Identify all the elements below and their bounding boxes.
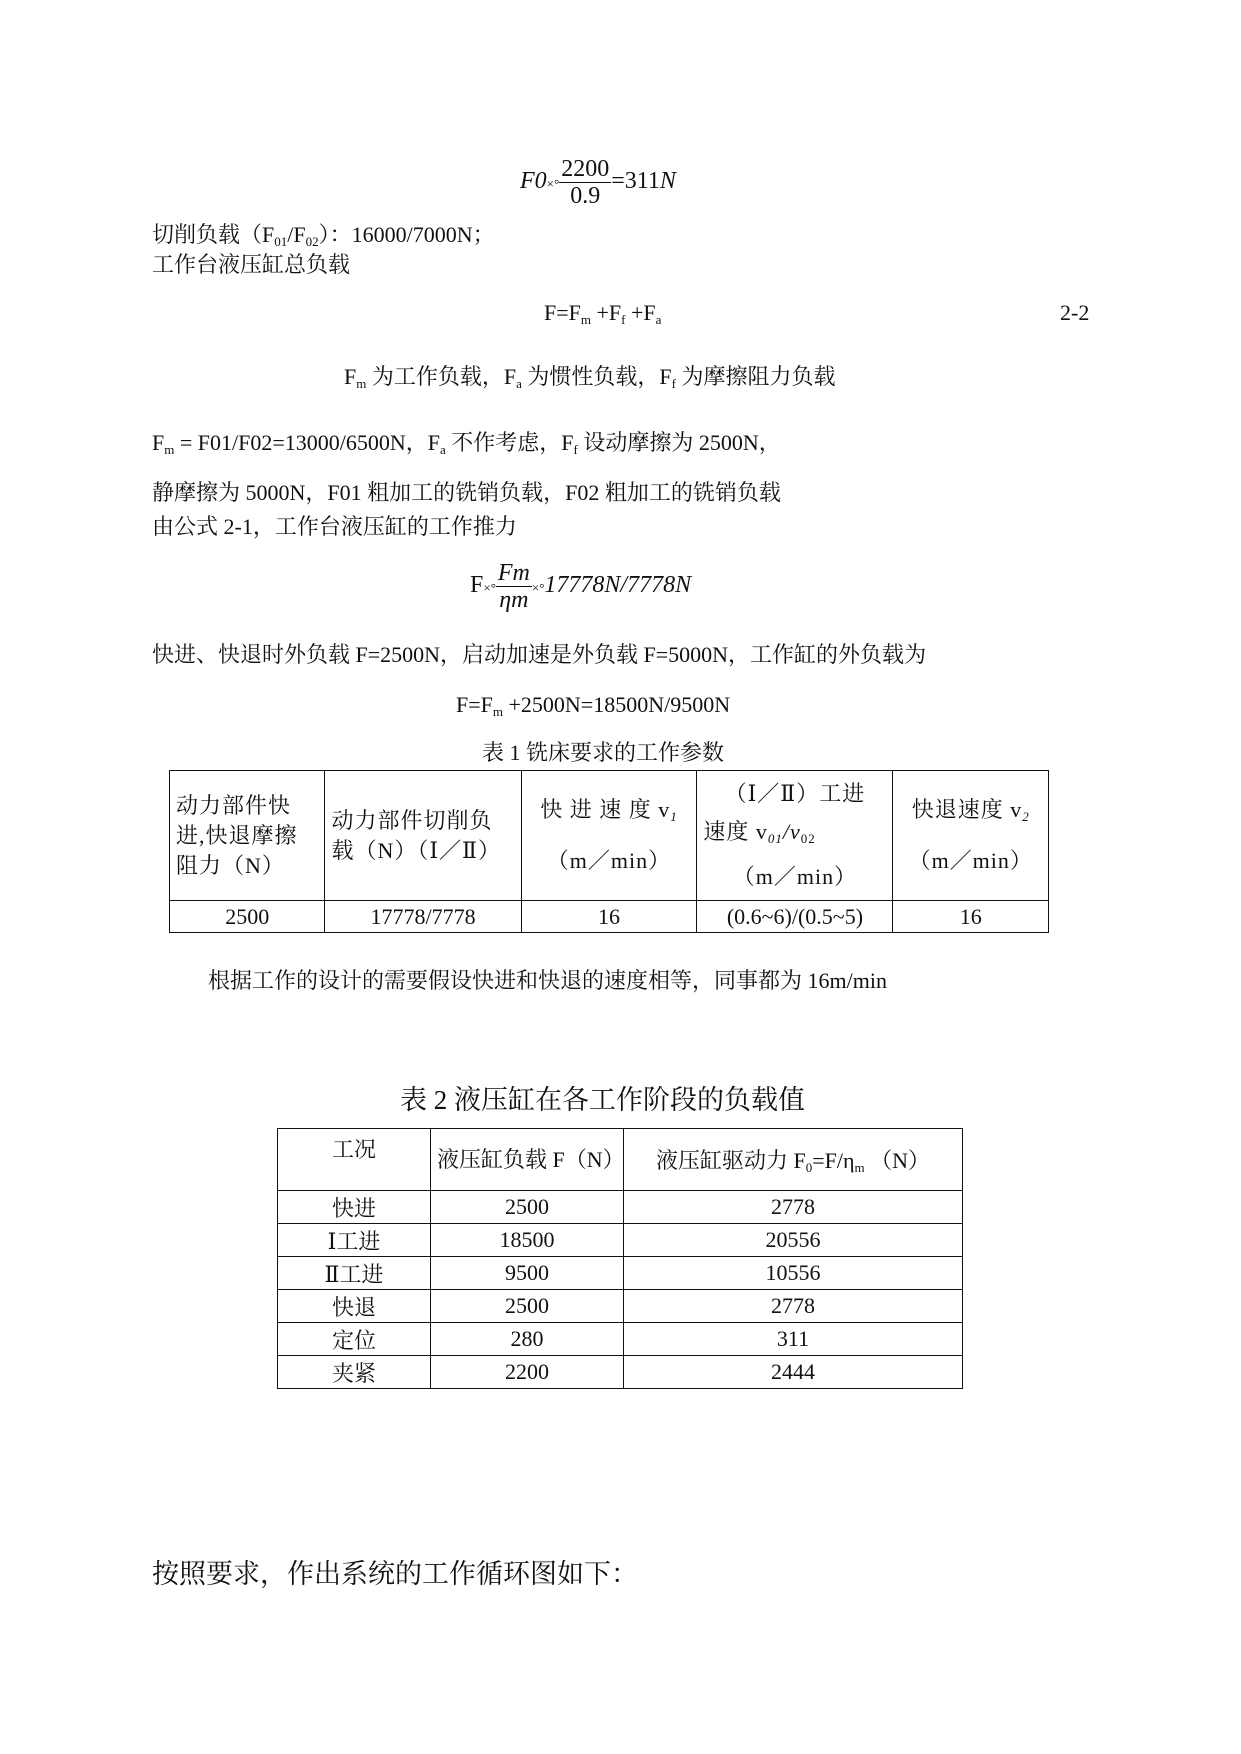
equation-f-total [544,298,661,335]
cut-load-sub2: 02 [305,234,319,249]
table2-cell: 2778 [624,1290,963,1323]
table1-header-fast-return [893,771,1049,901]
eq-ext-a: F=F [456,692,493,717]
cut-load-post: ）：16000/7000N； [318,222,495,247]
eq-f-sub1: m [580,312,592,327]
eq-f0-fraction [559,156,611,209]
table1-header-row [170,771,1049,901]
table2-row [278,1290,963,1323]
t1-h5b: （m／min） [908,848,1033,873]
desc-sub3: f [671,376,676,391]
desc-sub2: a [516,376,522,391]
fm-value-line [152,428,781,465]
t2-h3s: 0 [805,1159,813,1175]
cut-load-mid: /F [287,222,306,247]
equation-external [456,690,730,727]
eq-push-fraction [496,560,532,613]
table2-cell: 9500 [431,1257,624,1290]
table1-cell: 2500 [170,901,325,933]
table1-cell: 16 [521,901,697,933]
table2-row [278,1224,963,1257]
total-load-heading: 工作台液压缸总负载 [152,252,351,277]
table2-cell: 定位 [278,1323,431,1356]
t1-h3a: 快 进 速 度 v [540,797,671,822]
table2-cell: 2778 [624,1191,963,1224]
eq-f0-symbol: ×° [546,176,560,192]
table2-cell: 2500 [431,1290,624,1323]
table2-header-drive-force [624,1129,963,1191]
table2-row [278,1323,963,1356]
table1-header-fast-forward [521,771,697,901]
eq-push-rhs: 17778N/7778N [544,572,692,599]
table1-cell: (0.6~6)/(0.5~5) [697,901,893,933]
fm-sub3: f [573,442,578,457]
table2-cell: 18500 [431,1224,624,1257]
table2-header-condition: 工况 [278,1129,431,1191]
table2-header-row [278,1129,963,1191]
fm-b: = F01/F02=13000/6500N，F [174,430,441,455]
table2-row [278,1191,963,1224]
eq-f-c: +F [625,300,656,325]
table2-cell: 夹紧 [278,1356,431,1389]
table2-cell: 311 [624,1323,963,1356]
fm-a: F [152,430,165,455]
eq-f-sub3: a [655,312,662,327]
table2-cell: 10556 [624,1257,963,1290]
table1-cell: 16 [893,901,1049,933]
force-description-line [344,362,836,399]
table1-cell: 17778/7778 [325,901,521,933]
table2-cell: 20556 [624,1224,963,1257]
table2-cell: 2200 [431,1356,624,1389]
desc-a: F [344,364,357,389]
equation-number: 2-2 [1060,300,1090,325]
table2-row [278,1356,963,1389]
t1-h3b: （m／min） [546,848,672,873]
eq-f0-numerator: 2200 [561,156,610,182]
t1-h4d: （m／min） [732,864,858,889]
table2-cell: 2444 [624,1356,963,1389]
eq-ext-sub: m [492,704,504,719]
t1-h4s1: 01 [767,831,783,846]
eq-f-b: +F [591,300,622,325]
eq-f-sub2: f [621,312,626,327]
t2-h3c: （N） [864,1147,931,1173]
cut-load-sub1: 01 [274,234,288,249]
t1-h4b: 速度 v [703,819,768,844]
fm-sub2: a [440,442,446,457]
eq-push-numerator: Fm [497,560,530,586]
t1-h4c: /v [782,819,801,844]
eq-ext-b: +2500N=18500N/9500N [503,692,731,717]
cut-load-pre: 切削负载（F [152,222,275,247]
closing-line: 按照要求，作出系统的工作循环图如下： [152,1559,638,1589]
desc-b: 为工作负载，F [366,364,517,389]
table2-cell: 280 [431,1323,624,1356]
table1-caption: 表 1 铣床要求的工作参数 [482,740,725,765]
fm-d: 设动摩擦为 2500N， [577,430,781,455]
eq-f0-rhs: =311 [611,168,660,195]
table1 [169,770,1049,933]
t1-h5a: 快退速度 v [911,797,1023,822]
eq-push-sym1: ×° [483,580,496,596]
table2-cell: Ⅱ工进 [278,1257,431,1290]
table2-cell: 快退 [278,1290,431,1323]
fast-load-line: 快进、快退时外负载 F=2500N，启动加速是外负载 F=5000N，工作缸的外负载为 [152,642,927,667]
fm-sub1: m [164,442,175,457]
table2-header-load: 液压缸负载 F（N） [431,1129,624,1191]
t1-h4a: （Ⅰ／Ⅱ）工进 [724,781,866,806]
t1-h4s2: 02 [800,831,816,846]
table2-cell: 2500 [431,1191,624,1224]
table2 [277,1128,963,1389]
equation-push [470,560,691,613]
table1-header-work-speed [697,771,893,901]
table2-cell: Ⅰ工进 [278,1224,431,1257]
equation-f0 [520,156,676,209]
table2-row [278,1257,963,1290]
fm-c: 不作考虑，F [445,430,574,455]
formula-intro-line: 由公式 2-1，工作台液压缸的工作推力 [152,514,517,539]
eq-f0-unit: N [659,168,676,195]
eq-f0-lhs: F0 [520,168,547,195]
eq-f-a: F=F [544,300,581,325]
speed-note: 根据工作的设计的需要假设快进和快退的速度相等，同事都为 16m/min [208,968,887,993]
static-friction-line: 静摩擦为 5000N，F01 粗加工的铣销负载，F02 粗加工的铣销负载 [152,480,781,505]
desc-c: 为惯性负载，F [521,364,672,389]
t1-h5s: 2 [1022,809,1030,824]
desc-d: 为摩擦阻力负载 [676,364,836,389]
eq-push-sym2: ×° [531,580,545,596]
eq-push-lhs: F [470,572,484,599]
table2-cell: 快进 [278,1191,431,1224]
eq-push-denominator: ηm [499,587,529,613]
t2-h3a: 液压缸驱动力 F [655,1147,806,1173]
t2-h3s2: m [854,1159,865,1175]
eq-f0-denominator: 0.9 [570,183,601,209]
table1-header-resistance: 动力部件快进,快退摩擦阻力（N） [170,771,325,901]
t2-h3b: =F/η [812,1147,855,1173]
t1-h3s: 1 [670,809,678,824]
table2-caption: 表 2 液压缸在各工作阶段的负载值 [400,1085,805,1115]
table1-row [170,901,1049,933]
desc-sub1: m [356,376,367,391]
table1-header-cutting-load: 动力部件切削负载（N）（Ⅰ／Ⅱ） [325,771,521,901]
